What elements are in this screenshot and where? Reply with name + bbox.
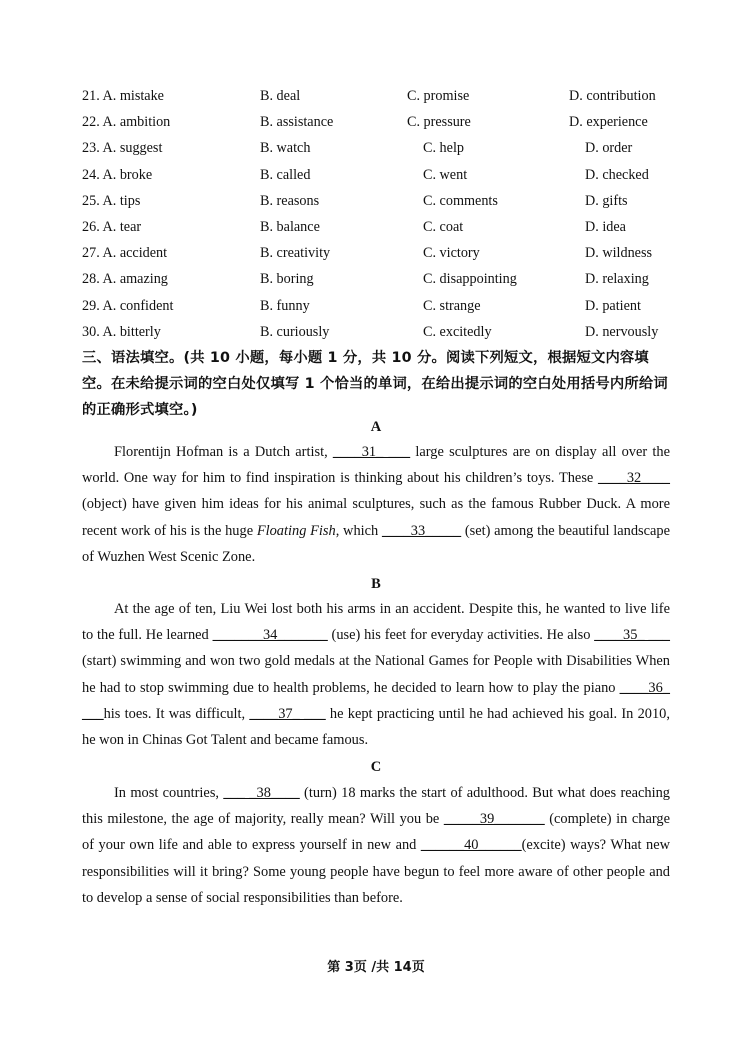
option-b: B. boring [260, 271, 314, 288]
option-b: B. reasons [260, 192, 320, 209]
option-row-27 [82, 243, 682, 269]
option-c: C. help [423, 140, 464, 157]
text: large sculptures are on display all over the world. One way for him to find inspiration is thinking about his children’s toys. These [82, 444, 670, 487]
option-row-22 [82, 112, 682, 138]
option-a: 25. A. tips [82, 192, 141, 209]
page-footer: 第 3页 /共 14页 [327, 960, 425, 975]
option-a: 30. A. bitterly [82, 323, 161, 340]
option-b: B. creativity [260, 245, 331, 262]
option-a: 22. A. ambition [82, 114, 171, 131]
option-d: D. idea [585, 218, 626, 235]
text: he kept practicing until he had achieved his goal. In 2010, he won in Chinas Got Talent and became famous. [82, 705, 670, 749]
option-row-29 [82, 296, 682, 322]
section3-instructions: 三、语法填空。(共 10 小题，每小题 1 分，共 10 分。阅读下列短文，根据短文内容填空。在未给提示词的空白处仅填写 1 个恰当的单词，在给出提示词的空白处用括号内所给词的正确形式填空。) [82, 350, 668, 418]
option-a: 21. A. mistake [82, 88, 164, 104]
option-b: B. balance [260, 218, 320, 235]
option-c: C. strange [423, 297, 481, 314]
text: , which [335, 522, 382, 539]
text: (excite) ways? What new responsibilities will it bring? Some young people have begun to feel more aware of other people and to develop a sense of social responsibilities than before. [82, 837, 670, 906]
option-a: 24. A. broke [82, 166, 153, 183]
option-d: D. gifts [585, 192, 628, 209]
blank-33[interactable]: ____33_____ [381, 522, 462, 539]
option-row-21 [82, 86, 682, 112]
passage-b-heading: B [371, 576, 381, 592]
option-b: B. assistance [260, 114, 334, 131]
option-c: C. victory [423, 245, 480, 262]
option-b: B. deal [260, 88, 301, 104]
option-b: B. called [260, 166, 311, 183]
blank-35[interactable]: ____35_ ___ [594, 627, 670, 644]
option-c: C. comments [423, 192, 498, 209]
option-d: D. contribution [569, 88, 656, 104]
text: Florentijn Hofman is a Dutch artist, [114, 444, 333, 460]
blank-36[interactable]: ____36_ ___ [82, 679, 670, 722]
blank-32[interactable]: ____32____ [598, 470, 670, 487]
option-c: C. went [423, 166, 468, 183]
text: his toes. It was difficult, [103, 705, 250, 722]
passage-a [82, 439, 670, 570]
text: (turn) 18 marks the start of adulthood. But what does reaching this milestone, the age of majority, really mean? Will you be [82, 785, 671, 828]
option-d: D. checked [585, 166, 649, 183]
option-b: B. curiously [260, 323, 330, 340]
text: (object) have given him ideas for his animal sculptures, such as the famous Rubber Duck. A more recent work of his is the huge [82, 496, 670, 539]
option-d: D. patient [585, 297, 641, 314]
passage-c-heading: C [370, 759, 382, 775]
text: (set) among the beautiful landscape of Wuzhen West Scenic Zone. [82, 522, 671, 565]
text: At the age of ten, Liu Wei lost both his arms in an accident. Despite this, he wanted to live life to the full. He learned [82, 601, 670, 644]
text: In most countries, [114, 785, 224, 801]
option-row-23 [82, 138, 682, 164]
option-d: D. experience [569, 114, 648, 131]
option-d: D. relaxing [585, 271, 649, 288]
option-c: C. excitedly [423, 323, 492, 340]
text: (complete) in charge of your own life and able to express yourself in new and [82, 811, 670, 854]
text: (use) his feet for everyday activities. He also [327, 627, 595, 644]
option-row-26 [82, 217, 682, 243]
option-a: 29. A. confident [82, 297, 174, 314]
option-b: B. funny [260, 297, 310, 314]
option-a: 28. A. amazing [82, 271, 168, 288]
option-d: D. order [585, 140, 633, 157]
option-b: B. watch [260, 140, 311, 157]
artwork-title: Floating Fish [256, 522, 336, 539]
passage-c [82, 780, 670, 911]
blank-38[interactable]: ___ _38____ [223, 785, 300, 801]
option-a: 26. A. tear [82, 218, 142, 235]
blank-31[interactable]: ____31_ ___ [332, 444, 411, 460]
passage-b [82, 596, 670, 753]
passage-a-heading: A [370, 419, 382, 435]
option-row-25 [82, 191, 682, 217]
option-d: D. wildness [585, 245, 652, 262]
blank-40[interactable]: ______40______ [420, 837, 522, 854]
option-row-28 [82, 269, 682, 295]
options-list [82, 86, 682, 348]
option-c: C. promise [407, 88, 470, 104]
option-a: 23. A. suggest [82, 140, 163, 157]
option-c: C. coat [423, 218, 464, 235]
option-d: D. nervously [585, 323, 659, 340]
option-row-30 [82, 322, 682, 348]
option-row-24 [82, 165, 682, 191]
blank-39[interactable]: _____39_______ [443, 811, 545, 828]
option-a: 27. A. accident [82, 245, 168, 262]
option-c: C. pressure [407, 114, 471, 131]
option-c: C. disappointing [423, 271, 517, 288]
blank-34[interactable]: _______34_______ [212, 627, 328, 644]
blank-37[interactable]: ____37_ ___ [249, 705, 326, 722]
text: (start) swimming and won two gold medals at the National Games for People with Disabilities When he had to stop swimming due to health problems, he decided to learn how to play the piano [82, 653, 670, 696]
